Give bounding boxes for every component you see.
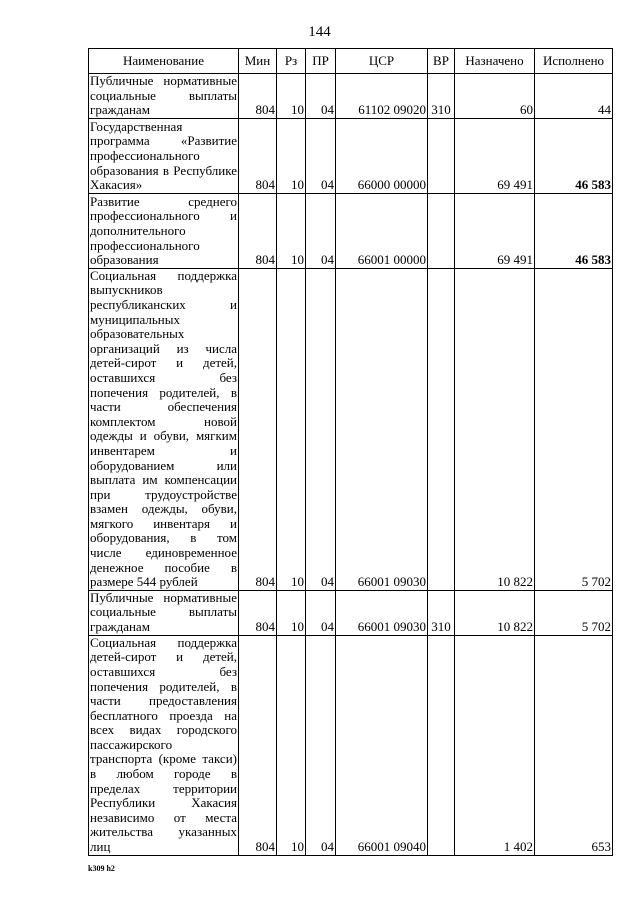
row-pr: 04 (306, 635, 336, 855)
header-vr: ВР (428, 49, 455, 74)
row-vr (428, 118, 455, 193)
row-executed: 46 583 (535, 118, 613, 193)
row-executed: 44 (535, 74, 613, 119)
row-min: 804 (239, 193, 277, 268)
row-csr: 66001 00000 (336, 193, 428, 268)
header-executed: Исполнено (535, 49, 613, 74)
header-row (89, 49, 613, 74)
row-vr (428, 635, 455, 855)
row-name: Социальная поддержка выпускников республиканских и муниципальных образовательных организаций из числа детей-сирот и детей, оставшихся без попечения родителей, в части обеспечения комплектом новой одежды и обуви, мягким инвентарем и оборудованием или выплата им компенсации при трудоустройстве взамен одежды, обуви, мягкого инвентаря и оборудования, в том числе единовременное денежное пособие в размере 544 рублей (90, 267, 237, 590)
row-name: Государственная программа «Развитие профессионального образования в Республике Хакасия» (90, 118, 237, 193)
table-row (89, 268, 613, 590)
table-row (89, 193, 613, 268)
row-name: Публичные нормативные социальные выплаты гражданам (90, 589, 237, 635)
row-vr: 310 (428, 590, 455, 635)
table-row (89, 118, 613, 193)
row-assigned: 69 491 (455, 118, 535, 193)
row-pr: 04 (306, 118, 336, 193)
row-executed: 46 583 (535, 193, 613, 268)
row-min: 804 (239, 268, 277, 590)
row-name: Социальная поддержка детей-сирот и детей, оставшихся без попечения родителей, в части предоставления бесплатного проезда на всех видах городского пассажирского транспорта (кроме такси) в любом городе в пределах территории Республики Хакасия независимо от места жительства указанных лиц (90, 634, 237, 855)
row-rz: 10 (277, 193, 306, 268)
header-min: Мин (239, 49, 277, 74)
row-assigned: 60 (455, 74, 535, 119)
row-csr: 66001 09030 (336, 590, 428, 635)
row-name: Развитие среднего профессионального и дополнительного профессионального образования (90, 193, 237, 268)
header-rz: Рз (277, 49, 306, 74)
table-row (89, 635, 613, 855)
row-pr: 04 (306, 590, 336, 635)
header-pr: ПР (306, 49, 336, 74)
row-rz: 10 (277, 74, 306, 119)
row-rz: 10 (277, 635, 306, 855)
row-assigned: 10 822 (455, 590, 535, 635)
row-rz: 10 (277, 118, 306, 193)
row-min: 804 (239, 635, 277, 855)
header-name: Наименование (89, 49, 239, 74)
row-csr: 66001 09030 (336, 268, 428, 590)
row-rz: 10 (277, 268, 306, 590)
table-row (89, 74, 613, 119)
row-min: 804 (239, 590, 277, 635)
header-csr: ЦСР (336, 49, 428, 74)
row-assigned: 1 402 (455, 635, 535, 855)
row-name: Публичные нормативные социальные выплаты гражданам (90, 73, 237, 118)
row-vr (428, 268, 455, 590)
row-min: 804 (239, 118, 277, 193)
table-row (89, 590, 613, 635)
row-executed: 5 702 (535, 268, 613, 590)
row-assigned: 10 822 (455, 268, 535, 590)
row-min: 804 (239, 74, 277, 119)
row-vr (428, 193, 455, 268)
row-csr: 61102 09020 (336, 74, 428, 119)
row-assigned: 69 491 (455, 193, 535, 268)
row-csr: 66000 00000 (336, 118, 428, 193)
row-pr: 04 (306, 193, 336, 268)
row-pr: 04 (306, 74, 336, 119)
header-assigned: Назначено (455, 49, 535, 74)
footer-code: k309 h2 (88, 864, 115, 873)
page-number: 144 (308, 24, 331, 40)
row-rz: 10 (277, 590, 306, 635)
row-executed: 653 (535, 635, 613, 855)
row-vr: 310 (428, 74, 455, 119)
row-executed: 5 702 (535, 590, 613, 635)
row-csr: 66001 09040 (336, 635, 428, 855)
row-pr: 04 (306, 268, 336, 590)
budget-table (88, 48, 613, 856)
